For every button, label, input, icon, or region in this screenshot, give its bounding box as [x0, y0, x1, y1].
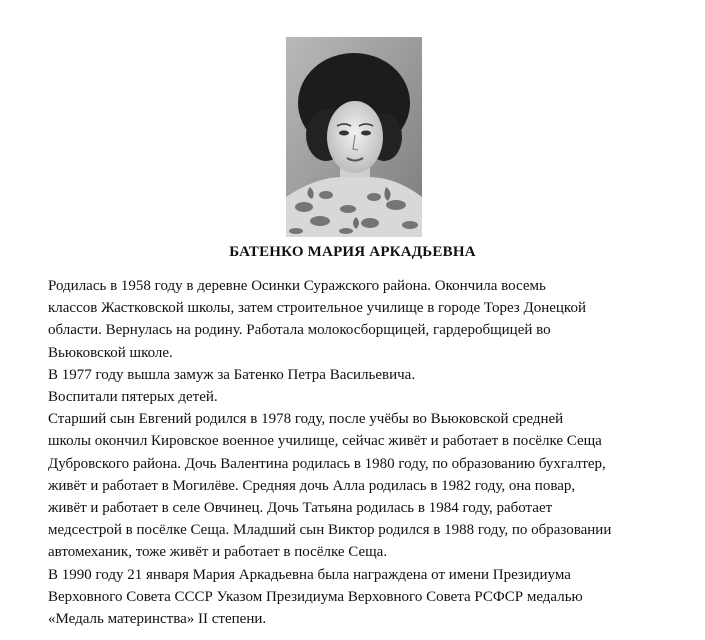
text-line: школы окончил Кировское военное училище, сейчас живёт и работает в посёлке Сеща [48, 433, 602, 450]
person-name-heading: БАТЕНКО МАРИЯ АРКАДЬЕВНА [229, 244, 476, 260]
biography-text [48, 275, 678, 630]
text-line: Родилась в 1958 году в деревне Осинки Суражского района. Окончила восемь [48, 278, 546, 294]
text-line: «Медаль материнства» II степени. [48, 611, 267, 628]
text-line: Вьюковской школе. [48, 344, 173, 361]
text-line: живёт и работает в селе Овчинец. Дочь Татьяна родилась в 1984 году, работает [48, 500, 553, 517]
text-line: медсестрой в посёлке Сеща. Младший сын Виктор родился в 1988 году, по образовании [48, 522, 612, 539]
text-line: В 1977 году вышла замуж за Батенко Петра Васильевича. [48, 366, 416, 383]
portrait-photo [286, 37, 422, 237]
text-line: В 1990 году 21 января Мария Аркадьевна была награждена от имени Президиума [48, 566, 571, 583]
text-line: Дубровского района. Дочь Валентина родилась в 1980 году, по образованию бухгалтер, [48, 455, 606, 472]
text-line: живёт и работает в Могилёве. Средняя дочь Алла родилась в 1982 году, она повар, [48, 477, 576, 494]
text-line: Старший сын Евгений родился в 1978 году, после учёбы во Вьюковской средней [48, 411, 564, 428]
text-line: классов Жастковской школы, затем строительное училище в городе Торез Донецкой [48, 300, 586, 317]
text-line: автомеханик, тоже живёт и работает в посёлке Сеща. [48, 544, 388, 561]
text-line: Воспитали пятерых детей. [48, 389, 218, 406]
text-line: области. Вернулась на родину. Работала молокосборщицей, гардеробщицей во [48, 322, 551, 339]
text-line: Верховного Совета СССР Указом Президиума Верховного Совета РСФСР медалью [48, 588, 583, 605]
